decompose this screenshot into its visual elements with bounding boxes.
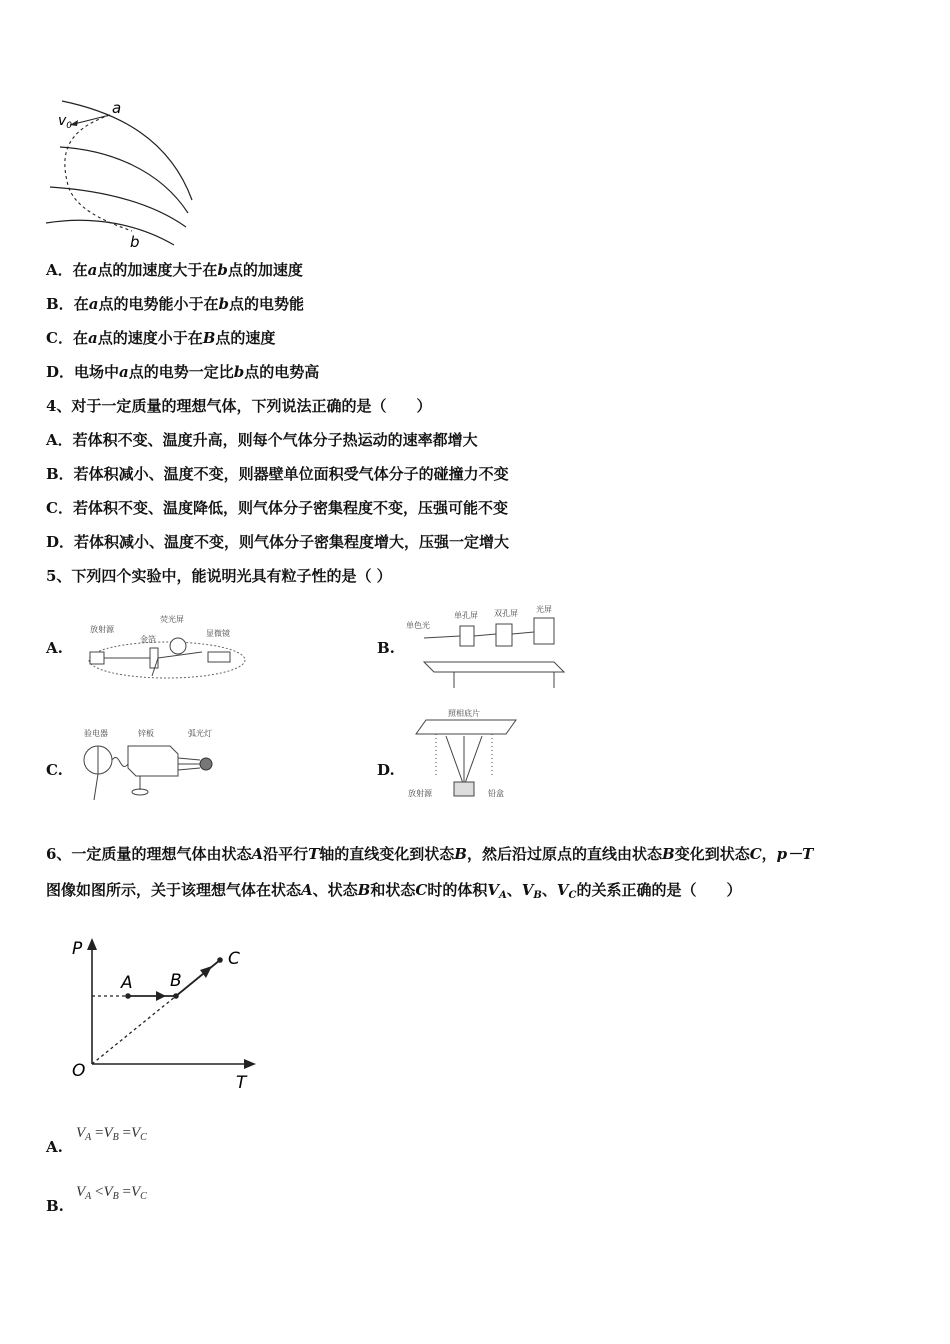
q5a-label-foil: 金箔 [140,635,156,644]
q3-option-d[interactable]: D．电场中a点的电势一定比b点的电势高 [46,363,320,381]
field-line-figure [40,95,200,255]
q5b-label-single: 单孔屏 [454,611,478,620]
point-b [173,993,179,999]
dashed-origin-line [92,996,176,1064]
q6-option-b-formula: $V_A <V_B =V_C$ [76,1184,147,1202]
q6-stem-line2: 图像如图所示，关于该理想气体在状态A、状态B和状态C时的体积$V_A$、$V_B$、$V_C$的关系正确的是（ ） [46,881,742,901]
q5a-label-source: 放射源 [90,625,114,634]
q5-figure-c-photoelectric [80,724,230,804]
q4-option-b[interactable]: B．若体积减小、温度不变，则器壁单位面积受气体分子的碰撞力不变 [46,465,509,483]
q5a-label-screen: 荧光屏 [160,615,184,624]
label-o: O [72,1061,86,1081]
q5-figure-b-double-slit [404,604,569,688]
q5-option-c-letter[interactable]: C. [46,761,63,779]
q5d-label-film: 照相底片 [448,709,480,718]
field-line-4 [46,220,174,245]
label-a: A [121,973,133,993]
label-b: b [130,233,140,251]
q4-option-d[interactable]: D．若体积减小、温度不变，则气体分子密集程度增大，压强一定增大 [46,533,510,551]
point-c [217,957,223,963]
q6-option-a-formula: $V_A =V_B =V_C$ [76,1125,147,1143]
label-c: C [228,949,240,969]
q5c-label-electroscope: 验电器 [84,729,108,738]
point-a [125,993,131,999]
q4-option-a[interactable]: A．若体积不变、温度升高，则每个气体分子热运动的速率都增大 [46,431,478,449]
q3-option-b[interactable]: B．在a点的电势能小于在b点的电势能 [46,295,304,313]
q5-option-a-letter[interactable]: A. [46,639,63,657]
label-b: B [170,971,182,991]
q6-stem-line1: 6、一定质量的理想气体由状态A沿平行T轴的直线变化到状态B，然后沿过原点的直线由状态B变化到状态C，p－T [46,845,814,863]
q4-option-c[interactable]: C．若体积不变、温度降低，则气体分子密集程度不变，压强可能不变 [46,499,508,517]
q5b-label-double: 双孔屏 [494,609,518,618]
q6-option-a-letter[interactable]: A. [46,1138,63,1156]
q3-option-a[interactable]: A．在a点的加速度大于在b点的加速度 [46,261,303,279]
label-t: T [236,1073,247,1093]
q5c-label-zinc: 锌板 [138,729,154,738]
q5d-label-box: 铅盒 [488,789,504,798]
q6-option-b-letter[interactable]: B. [46,1197,64,1215]
q5c-label-lamp: 弧光灯 [188,729,212,738]
pt-graph [66,934,266,1094]
q5b-label-light: 单色光 [406,621,430,630]
q5d-label-source: 放射源 [408,789,432,798]
q5-option-d-letter[interactable]: D. [377,761,395,779]
label-a: a [112,99,122,117]
q5b-label-screen: 光屏 [536,605,552,614]
trajectory-dashed [65,115,132,231]
q5-stem: 5、下列四个实验中，能说明光具有粒子性的是（ ） [46,567,392,585]
line-b-c [176,960,220,996]
label-p: P [72,939,83,959]
q3-option-c[interactable]: C．在a点的速度小于在B点的速度 [46,329,276,347]
field-line-1 [62,101,192,200]
q5a-label-microscope: 显微镜 [206,629,230,638]
label-v: $v_0$ [58,113,73,131]
q5-figure-a-alpha-scattering [82,612,252,684]
q4-stem: 4、对于一定质量的理想气体，下列说法正确的是（ ） [46,397,432,415]
q5-figure-d-radiation [404,706,524,804]
q5-option-b-letter[interactable]: B. [377,639,395,657]
